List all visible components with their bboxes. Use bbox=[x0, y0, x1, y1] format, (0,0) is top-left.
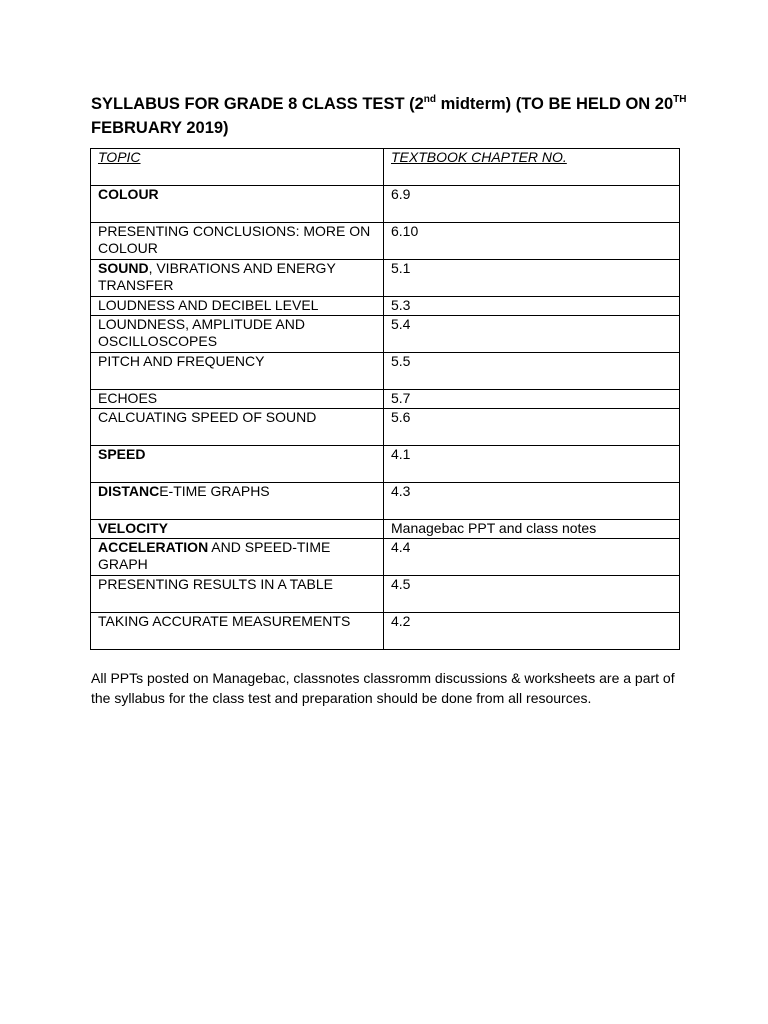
document-title bbox=[91, 92, 691, 140]
chapter-cell: 4.5 bbox=[384, 576, 680, 613]
chapter-cell: 4.2 bbox=[384, 613, 680, 650]
title-part-3: FEBRUARY 2019) bbox=[91, 119, 229, 137]
table-row bbox=[91, 260, 680, 297]
topic-text: , VIBRATIONS AND ENERGY TRANSFER bbox=[98, 260, 336, 293]
topic-text: TAKING ACCURATE MEASUREMENTS bbox=[98, 613, 351, 629]
topic-cell bbox=[91, 539, 384, 576]
table-row bbox=[91, 186, 680, 223]
table-row bbox=[91, 390, 680, 409]
chapter-cell: 4.1 bbox=[384, 446, 680, 483]
table-row bbox=[91, 539, 680, 576]
header-topic-label: TOPIC bbox=[98, 149, 141, 165]
table-row bbox=[91, 576, 680, 613]
topic-cell bbox=[91, 260, 384, 297]
topic-bold: SPEED bbox=[98, 446, 146, 462]
header-topic bbox=[91, 149, 384, 186]
topic-text: PRESENTING CONCLUSIONS: MORE ON COLOUR bbox=[98, 223, 371, 256]
table-row bbox=[91, 446, 680, 483]
table-row bbox=[91, 353, 680, 390]
table-row bbox=[91, 223, 680, 260]
syllabus-table bbox=[90, 148, 680, 650]
topic-text: PITCH AND FREQUENCY bbox=[98, 353, 265, 369]
topic-bold: VELOCITY bbox=[98, 520, 169, 536]
topic-text: ECHOES bbox=[98, 390, 158, 406]
topic-cell bbox=[91, 483, 384, 520]
table-row bbox=[91, 316, 680, 353]
topic-text: LOUDNESS AND DECIBEL LEVEL bbox=[98, 297, 319, 313]
header-chapter-label: TEXTBOOK CHAPTER NO. bbox=[391, 149, 567, 165]
chapter-cell: 5.3 bbox=[384, 297, 680, 316]
chapter-cell: 5.4 bbox=[384, 316, 680, 353]
topic-cell bbox=[91, 409, 384, 446]
syllabus-note: All PPTs posted on Managebac, classnotes classromm discussions & worksheets are a part of the syllabus for the class test and preparation should be done from all resources. bbox=[91, 670, 675, 706]
table-row bbox=[91, 297, 680, 316]
title-part-2: midterm) (TO BE HELD ON 20 bbox=[436, 95, 674, 113]
topic-text: E-TIME GRAPHS bbox=[159, 483, 270, 499]
topic-text: CALCUATING SPEED OF SOUND bbox=[98, 409, 317, 425]
chapter-cell: 5.1 bbox=[384, 260, 680, 297]
topic-cell bbox=[91, 613, 384, 650]
topic-cell bbox=[91, 186, 384, 223]
table-row bbox=[91, 483, 680, 520]
title-part-1: SYLLABUS FOR GRADE 8 CLASS TEST (2 bbox=[91, 95, 424, 113]
title-superscript-nd: nd bbox=[423, 93, 436, 105]
chapter-cell: Managebac PPT and class notes bbox=[384, 520, 680, 539]
topic-bold: DISTANC bbox=[98, 483, 160, 499]
topic-cell bbox=[91, 390, 384, 409]
header-chapter bbox=[384, 149, 680, 186]
topic-bold: ACCELERATION bbox=[98, 539, 209, 555]
chapter-cell: 5.5 bbox=[384, 353, 680, 390]
topic-cell bbox=[91, 576, 384, 613]
chapter-cell: 4.3 bbox=[384, 483, 680, 520]
chapter-cell: 6.10 bbox=[384, 223, 680, 260]
topic-text: LOUNDNESS, AMPLITUDE AND OSCILLOSCOPES bbox=[98, 316, 305, 349]
chapter-cell: 5.6 bbox=[384, 409, 680, 446]
topic-bold: COLOUR bbox=[98, 186, 159, 202]
chapter-cell: 5.7 bbox=[384, 390, 680, 409]
topic-cell bbox=[91, 297, 384, 316]
topic-bold: SOUND bbox=[98, 260, 149, 276]
topic-text: PRESENTING RESULTS IN A TABLE bbox=[98, 576, 333, 592]
chapter-cell: 4.4 bbox=[384, 539, 680, 576]
topic-cell bbox=[91, 223, 384, 260]
topic-cell bbox=[91, 353, 384, 390]
topic-text: AND SPEED-TIME GRAPH bbox=[98, 539, 331, 572]
title-superscript-th: TH bbox=[673, 93, 687, 105]
table-header-row bbox=[91, 149, 680, 186]
topic-cell bbox=[91, 446, 384, 483]
table-row bbox=[91, 520, 680, 539]
chapter-cell: 6.9 bbox=[384, 186, 680, 223]
topic-cell bbox=[91, 520, 384, 539]
table-row bbox=[91, 409, 680, 446]
table-row bbox=[91, 613, 680, 650]
topic-cell bbox=[91, 316, 384, 353]
